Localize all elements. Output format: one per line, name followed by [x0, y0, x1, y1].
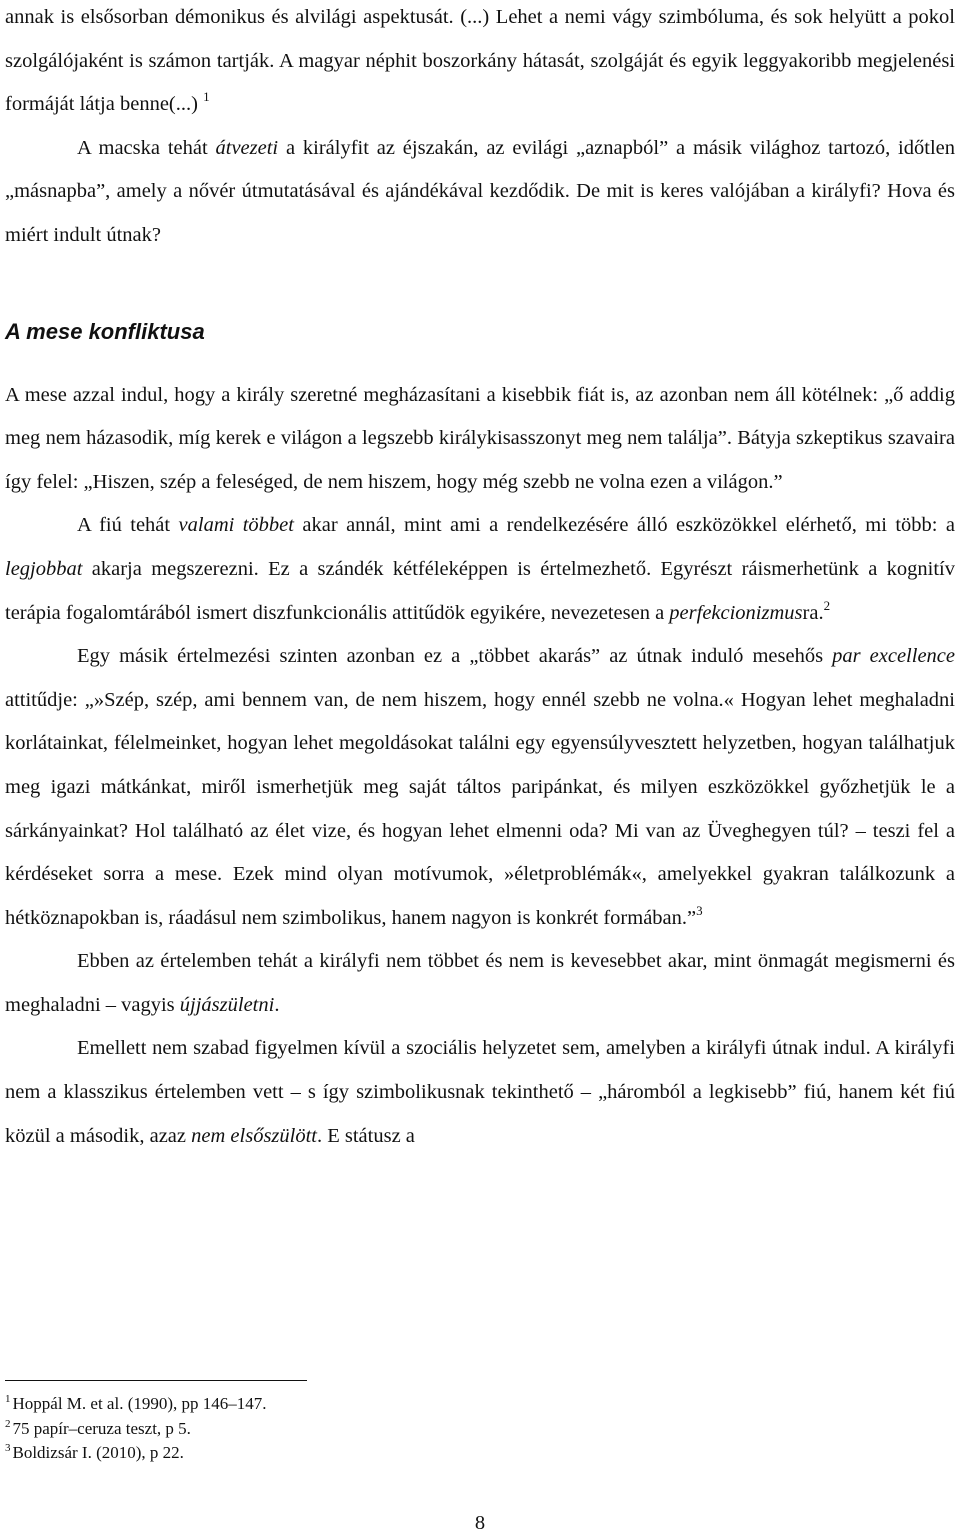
footnote-2: $^2$ 75 papír–ceruza teszt, p 5. [5, 1417, 191, 1438]
cat-paragraph: A macska tehát átvezeti a királyfit az éjszakán, az evilági „aznapból” a másik világhoz tartozó, időtlen „másnapba”, amely a nővér útmutatásával és ajándékával kezdődik. De mit is keres valójában a királyfi? Hova és miért indult útnak? [5, 136, 955, 246]
footnote-ref-1[interactable]: 1 [203, 89, 210, 105]
footnotes [5, 1392, 905, 1466]
intro-paragraph [5, 0, 955, 127]
intro-text: annak is elsősorban démonikus és alvilági aspektusát. (...) Lehet a nemi vágy szimbóluma, és sok helyütt a pokol szolgálójaként is számon tartják. A magyar néphit boszorkány hátasát, szolgáját és egyik leggyakoribb megjelenési formáját látja benne(...) [5, 6, 955, 116]
paragraph-rebirth: Ebben az értelemben tehát a királyfi nem többet és nem is kevesebbet akar, mint önmagát megismerni és meghaladni – vagyis újjászületni. [5, 950, 955, 1016]
footnote-ref-3[interactable]: 3 [696, 902, 703, 918]
footnote-1: $^1$ Hoppál M. et al. (1990), pp 146–147. [5, 1393, 267, 1413]
paragraph-social-situation: Emellett nem szabad figyelmen kívül a szociális helyzetet sem, amelyben a királyfi útnak indul. A királyfi nem a klasszikus értelemben vett – s így szimbolikusnak tekinthető – „háromból a legkisebb” fiú, hanem két fiú közül a második, azaz nem elsőszülött. E státusz a [5, 1037, 955, 1147]
footnote-ref-2[interactable]: 2 [823, 597, 831, 613]
paragraph-more-wanting: A fiú tehát valami többet akar annál, mint ami a rendelkezésére álló eszközökkel elérhető, mi több: a legjobbat akarja megszerezni. Ez a szándék kétféleképpen is értelmezhető. Egyrészt ráismerhetünk a kognitív terápia fogalomtárából ismert diszfunkcionális attitűdök egyikére, nevezetesen a perfekcionizmusra.$^2$ [5, 514, 955, 624]
footnote-divider [5, 1380, 307, 1381]
document-page [5, 0, 955, 1158]
footnote-3: $^3$ Boldizsár I. (2010), p 22. [5, 1442, 184, 1462]
section-heading: A mese konfliktusa [5, 318, 205, 344]
paragraph-interpretation: Egy másik értelmezési szinten azonban ez a „többet akarás” az útnak induló mesehős par excellence attitűdje: „»Szép, szép, ami bennem van, de nem hiszem, hogy ennél szebb ne volna.« Hogyan lehet meghaladni korlátainkat, félelmeinket, hogyan lehet megoldásokat találni egy egyensúlyvesztett helyzetben, hogyan találhatjuk meg igazi mátkánkat, miről ismerhetjük meg saját táltos paripánkat, és milyen eszközökkel győzhetjük le a sárkányainkat? Hol található az élet vize, és hogyan lehet elmenni oda? Mi van az Üveghegyen túl? – teszi fel a kérdéseket sorra a mese. Ezek mind olyan motívumok, »életproblémák«, amelyekkel gyakran találkozunk a hétköznapokban is, ráadásul nem szimbolikus, hanem nagyon is konkrét formában.”$^3$ [5, 645, 955, 929]
page-number: 8 [474, 1512, 486, 1534]
paragraph-conflict-intro: A mese azzal indul, hogy a király szeretné megházasítani a kisebbik fiát is, az azonban nem áll kötélnek: „ő addig meg nem házasodik, míg kerek e világon a legszebb királykisasszonyt meg nem találja”. Bátyja szkeptikus szavaira így felel: „Hiszen, szép a feleséged, de nem hiszem, hogy még szebb ne volna ezen a világon.” [5, 383, 955, 493]
